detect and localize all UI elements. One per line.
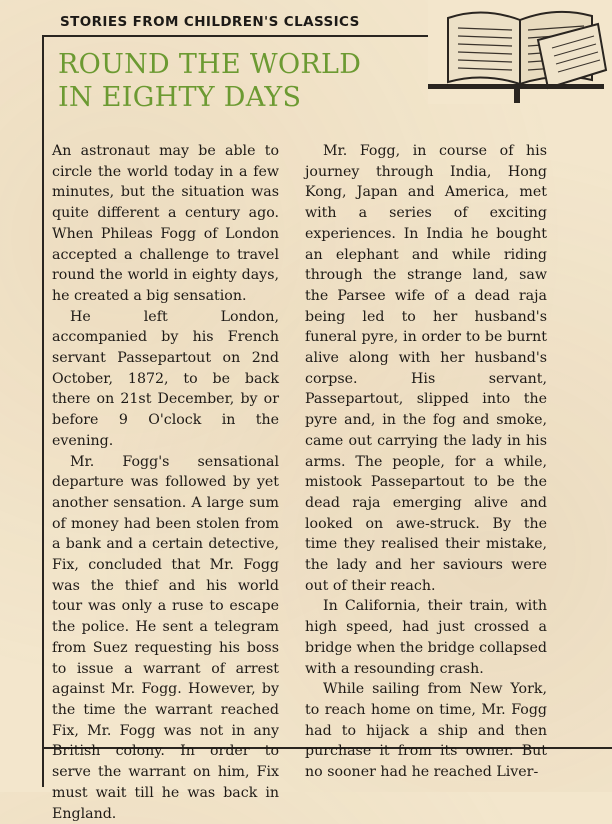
books-icon: [428, 0, 612, 104]
left-column: [52, 141, 279, 824]
right-column: [305, 141, 547, 783]
paragraph: While sailing from New York, to reach home on time, Mr. Fogg had to hijack a ship and then purchase it from its owner. But no sooner had he reached Liver-: [305, 681, 547, 781]
frame-top-rule: [42, 35, 446, 37]
paragraph: An astronaut may be able to circle the world today in a few minutes, but the situation was quite different a century ago. When Phileas Fogg of London accepted a challenge to travel round the world in eighty days, he created a big sensation.: [52, 143, 279, 304]
paragraph: Mr. Fogg's sensational departure was followed by yet another sensation. A large sum of money had been stolen from a bank and a certain detective, Fix, concluded that Mr. Fogg was the thief and his world tour was only a ruse to escape the police. He sent a telegram from Suez requesting his boss to issue a warrant of arrest against Mr. Fogg. However, by the time the warrant reached Fix, Mr. Fogg was not in any British colony. In order to serve the warrant on him, Fix must wait till he was back in England.: [52, 453, 279, 822]
open-books-illustration: [428, 0, 612, 104]
paragraph: Mr. Fogg, in course of his journey through India, Hong Kong, Japan and America, met with a series of exciting experiences. In India he bought an elephant and while riding through the strange land, saw the Parsee wife of a dead raja being led to her husband's funeral pyre, in order to be burnt alive along with her husband's corpse. His servant, Passepartout, slipped into the pyre and, in the fog and smoke, came out carrying the lady in his arms. The people, for a while, mistook Passepartout to be the dead raja emerging alive and looked on awe-struck. By the time they realised their mistake, the lady and her saviours were out of their reach.: [305, 143, 547, 594]
title-line-2: IN EIGHTY DAYS: [58, 82, 302, 113]
title-line-1: ROUND THE WORLD: [58, 49, 362, 80]
paragraph: In California, their train, with high speed, had just crossed a bridge when the bridge collapsed with a resounding crash.: [305, 598, 547, 677]
paragraph: He left London, accompanied by his French servant Passepartout on 2nd October, 1872, to be back there on 21st December, by or before 9 O'clock in the evening.: [52, 308, 279, 449]
story-title: [58, 48, 361, 114]
frame-left-rule: [42, 35, 44, 787]
series-heading: STORIES FROM CHILDREN'S CLASSICS: [60, 14, 360, 30]
